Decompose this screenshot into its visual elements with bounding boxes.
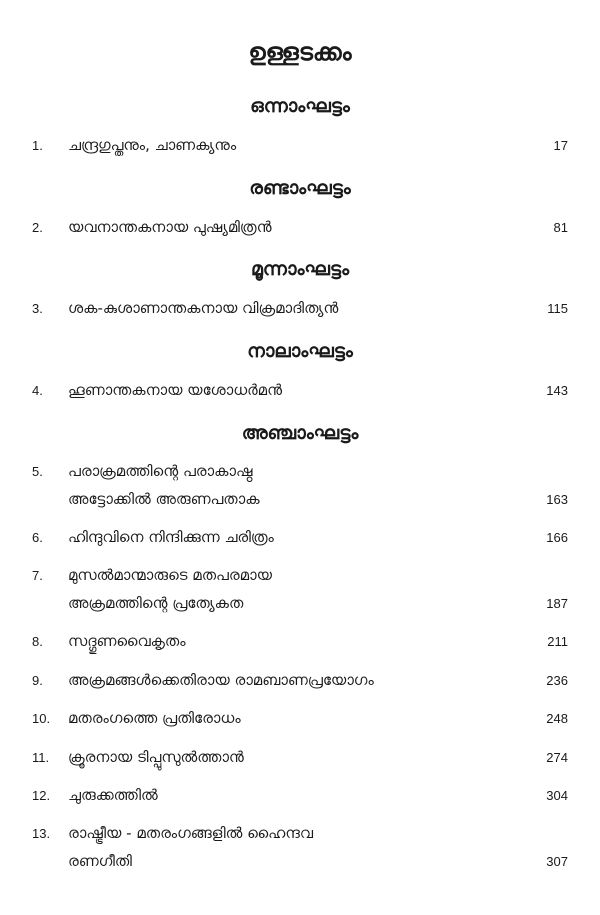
entry-title-line-1: മുസൽമാന്മാരുടെ മതപരമായ (68, 566, 272, 584)
entry-page-number: 307 (546, 854, 568, 869)
entry-page-number: 211 (547, 634, 568, 649)
part-heading-5: അഞ്ചാംഘട്ടം (241, 422, 359, 444)
entry-page-number: 115 (547, 301, 568, 316)
entry-number: 10. (32, 711, 51, 726)
part-heading-1: ഒന്നാംഘട്ടം (250, 95, 350, 117)
entry-title: അക്രമങ്ങൾക്കെതിരായ രാമബാണപ്രയോഗം (68, 671, 374, 689)
entry-page-number: 304 (546, 788, 568, 803)
entry-page-number: 274 (546, 750, 568, 765)
entry-number: 12. (32, 788, 51, 803)
entry-title-line-1: പരാക്രമത്തിന്റെ പരാകാഷ്ഠ (68, 462, 253, 480)
entry-title: ഹിന്ദുവിനെ നിന്ദിക്കുന്ന ചരിത്രം (68, 528, 274, 546)
entry-page-number: 166 (546, 530, 568, 545)
entry-number: 3. (32, 301, 43, 316)
entry-number: 13. (32, 826, 51, 841)
entry-title: ഹൂണാന്തകനായ യശോധർമൻ (68, 381, 283, 399)
entry-title: ചുരുക്കത്തിൽ (68, 786, 158, 804)
part-heading-3: മൂന്നാംഘട്ടം (250, 258, 350, 280)
page-title: ഉള്ളടക്കം (248, 38, 352, 66)
entry-number: 9. (32, 673, 43, 688)
entry-number: 5. (32, 464, 43, 479)
entry-page-number: 248 (546, 711, 568, 726)
entry-title: യവനാന്തകനായ പുഷ്യമിത്രൻ (68, 218, 272, 236)
entry-title-line-1: രാഷ്ട്രീയ - മതരംഗങ്ങളിൽ ഹൈന്ദവ (68, 824, 314, 842)
entry-page-number: 143 (546, 383, 568, 398)
entry-page-number: 81 (553, 220, 568, 235)
entry-number: 2. (32, 220, 43, 235)
entry-page-number: 17 (553, 138, 568, 153)
entry-number: 4. (32, 383, 43, 398)
entry-number: 6. (32, 530, 43, 545)
entry-title: ശക-കുശാണാന്തകനായ വിക്രമാദിത്യൻ (68, 299, 339, 317)
entry-number: 8. (32, 634, 43, 649)
entry-title: സദ്ഗുണവൈകൃതം (68, 632, 186, 650)
part-heading-2: രണ്ടാംഘട്ടം (249, 177, 351, 199)
entry-page-number: 236 (546, 673, 568, 688)
entry-page-number: 163 (546, 492, 568, 507)
entry-title-line-2: അട്ടോക്കിൽ അരുണപതാക (68, 490, 260, 508)
entry-title: മതരംഗത്തെ പ്രതിരോധം (68, 709, 241, 727)
entry-title: ക്രൂരനായ ടിപ്പുസുൽത്താൻ (68, 748, 244, 766)
entry-title-line-2: രണഗീതി (68, 852, 132, 870)
entry-title-line-2: അക്രമത്തിന്റെ പ്രത്യേകത (68, 594, 244, 612)
entry-page-number: 187 (546, 596, 568, 611)
entry-title: ചന്ദ്രഗുപ്തനും, ചാണക്യനും (68, 136, 237, 154)
entry-number: 1. (32, 138, 43, 153)
entry-number: 11. (32, 750, 50, 765)
part-heading-4: നാലാംഘട്ടം (247, 340, 353, 362)
entry-number: 7. (32, 568, 43, 583)
